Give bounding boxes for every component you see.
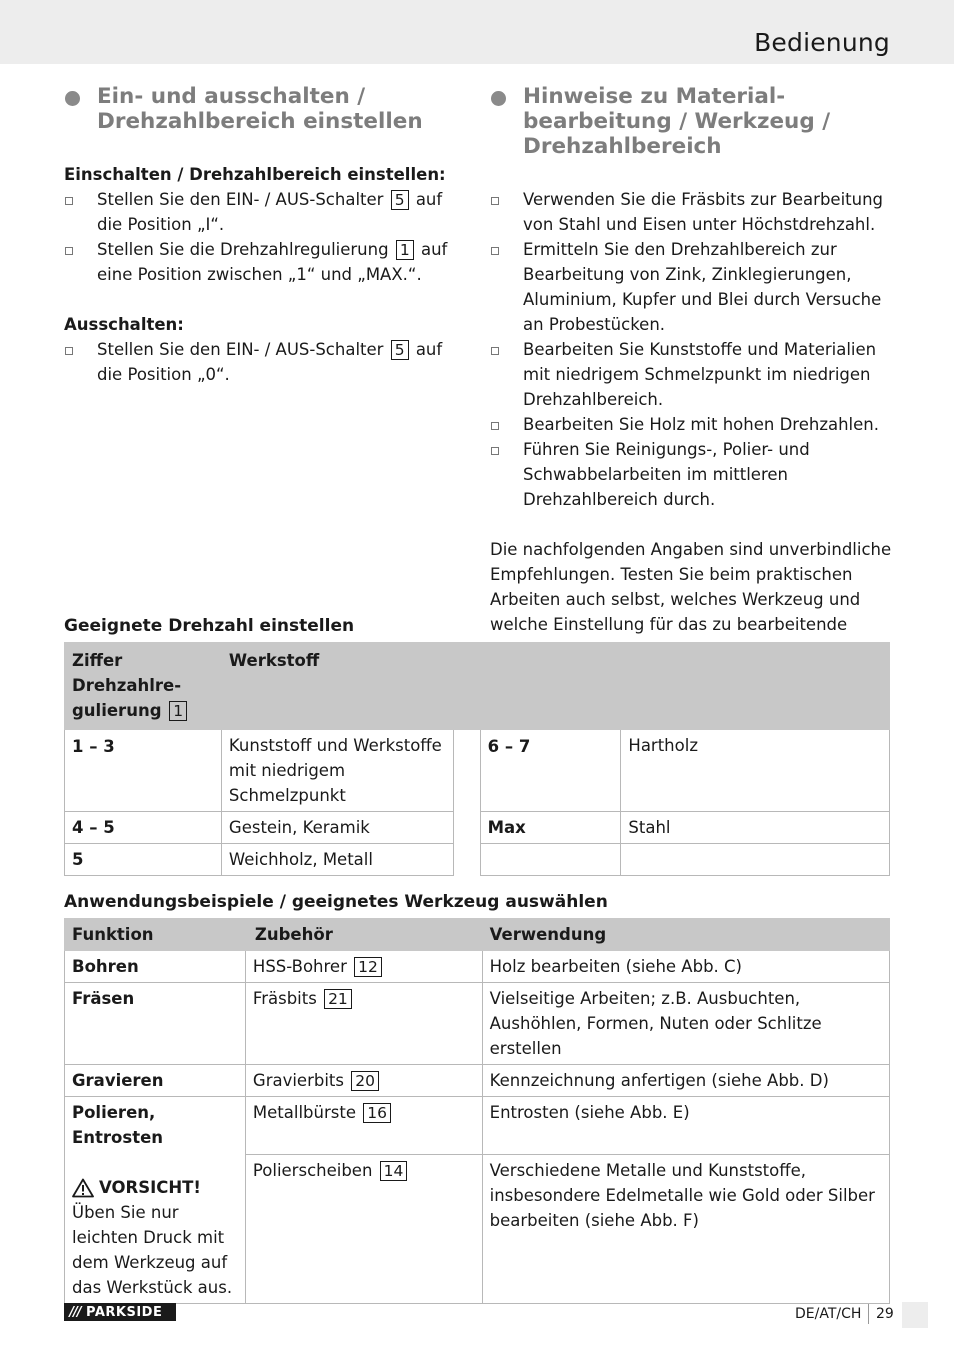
header-cell-function: Funktion xyxy=(65,919,246,951)
table-row: 1 – 3 Kunststoff und Werkstoffe mit niedrigem Schmelzpunkt 6 – 7 Hartholz xyxy=(65,730,890,812)
bullet-dot-icon xyxy=(491,91,506,106)
section-heading-switch: Ein- und ausschalten / Drehzahlbereich einstellen xyxy=(64,84,460,134)
list-item: Stellen Sie den EIN- / AUS-Schalter 5 auf die Position „0“. xyxy=(64,337,460,387)
logo-stripes: /// xyxy=(69,1304,81,1320)
header-cell-usage: Verwendung xyxy=(482,919,889,951)
footer-corner-box xyxy=(902,1302,928,1328)
checkbox-square-icon xyxy=(491,197,499,205)
tool-table-title: Anwendungsbeispiele / geeignetes Werkzeug auswählen xyxy=(64,892,608,912)
list-item: Verwenden Sie die Fräsbits zur Bearbeitung von Stahl und Eisen unter Höchstdrehzahl. xyxy=(490,187,892,237)
ref-number: 12 xyxy=(354,957,382,977)
checkbox-square-icon xyxy=(491,347,499,355)
subheading-switch-on: Einschalten / Drehzahlbereich einstellen: xyxy=(64,165,446,184)
warning-label: VORSICHT! xyxy=(72,1175,239,1200)
checkbox-square-icon xyxy=(491,447,499,455)
ref-number: 14 xyxy=(380,1161,408,1181)
recommendation-note: Die nachfolgenden Angaben sind unverbindliche Empfehlungen. Testen Sie beim praktischen Arbeiten auch selbst, welches Werkzeug und welche Einstellung für das zu bearbeitende xyxy=(490,540,892,634)
checkbox-square-icon xyxy=(65,347,73,355)
tool-table xyxy=(64,918,890,1304)
ref-number: 21 xyxy=(324,989,352,1009)
bullet-dot-icon xyxy=(65,91,80,106)
speed-table xyxy=(64,642,890,876)
ref-number: 16 xyxy=(363,1103,391,1123)
header-cell-accessory: Zubehör xyxy=(245,919,482,951)
left-column xyxy=(64,84,460,387)
checkbox-square-icon xyxy=(65,247,73,255)
table-row: Polierscheiben 14 Verschiedene Metalle und Kunststoffe, insbesondere Edelmetalle wie Gold oder Silber bearbeiten (siehe Abb. F) xyxy=(65,1155,890,1304)
table-row: 4 – 5 Gestein, Keramik Max Stahl xyxy=(65,812,890,844)
subheading-switch-off: Ausschalten: xyxy=(64,315,184,334)
logo-brand: PARKSIDE xyxy=(86,1304,163,1320)
ref-number: 5 xyxy=(391,190,409,210)
checkbox-square-icon xyxy=(491,247,499,255)
ref-number: 1 xyxy=(396,240,414,260)
ref-number: 5 xyxy=(391,340,409,360)
section-heading-hints: Hinweise zu Material- bearbeitung / Werkzeug / Drehzahlbereich xyxy=(490,84,892,159)
right-column xyxy=(490,84,892,662)
parkside-logo xyxy=(64,1303,176,1321)
speed-table-title: Geeignete Drehzahl einstellen xyxy=(64,616,355,636)
list-item: Führen Sie Reinigungs-, Polier- und Schwabbelarbeiten im mittleren Drehzahlbereich durch. xyxy=(490,437,892,512)
page-title: Bedienung xyxy=(754,28,890,57)
footer-region: DE/AT/CH xyxy=(795,1306,862,1322)
ref-number: 1 xyxy=(169,701,187,721)
warning-triangle-icon xyxy=(72,1178,94,1198)
list-item: Bearbeiten Sie Kunststoffe und Materialien mit niedrigem Schmelzpunkt im niedrigen Drehzahlbereich. xyxy=(490,337,892,412)
table-header-row xyxy=(65,919,890,951)
checkbox-square-icon xyxy=(65,197,73,205)
table-header-row xyxy=(65,643,890,730)
ref-number: 20 xyxy=(351,1071,379,1091)
table-row: Fräsen Fräsbits 21 Vielseitige Arbeiten; z.B. Ausbuchten, Aushöhlen, Formen, Nuten oder Schlitze erstellen xyxy=(65,983,890,1065)
table-row: Bohren HSS-Bohrer 12 Holz bearbeiten (siehe Abb. C) xyxy=(65,951,890,983)
list-item: Stellen Sie den EIN- / AUS-Schalter 5 auf die Position „I“. xyxy=(64,187,460,237)
checkbox-square-icon xyxy=(491,422,499,430)
polish-function-cell: Polieren, Entrosten VORSICHT! Üben Sie nur leichten Druck mit dem Werkzeug auf das Werkstück aus. xyxy=(65,1097,246,1304)
table-row: 5 Weichholz, Metall xyxy=(65,844,890,876)
table-row: Polieren, Entrosten VORSICHT! Üben Sie nur leichten Druck mit dem Werkzeug auf das Werkstück aus. Metallbürste 16 Entrosten (siehe Abb. E) xyxy=(65,1097,890,1155)
footer-divider xyxy=(868,1304,869,1324)
header-cell-material: Werkstoff xyxy=(221,643,889,730)
list-item: Bearbeiten Sie Holz mit hohen Drehzahlen. xyxy=(490,412,892,437)
list-item: Ermitteln Sie den Drehzahlbereich zur Bearbeitung von Zink, Zinklegierungen, Aluminium, Kupfer und Blei durch Versuche an Probestücken. xyxy=(490,237,892,337)
list-item: Stellen Sie die Drehzahlregulierung 1 auf eine Position zwischen „1“ und „MAX.“. xyxy=(64,237,460,287)
header-cell-digit: Ziffer Drehzahlre-gulierung 1 xyxy=(65,643,222,730)
warning-text: Üben Sie nur leichten Druck mit dem Werkzeug auf das Werkstück aus. xyxy=(72,1203,233,1297)
page-number: 29 xyxy=(876,1306,894,1322)
table-row: Gravieren Gravierbits 20 Kennzeichnung anfertigen (siehe Abb. D) xyxy=(65,1065,890,1097)
